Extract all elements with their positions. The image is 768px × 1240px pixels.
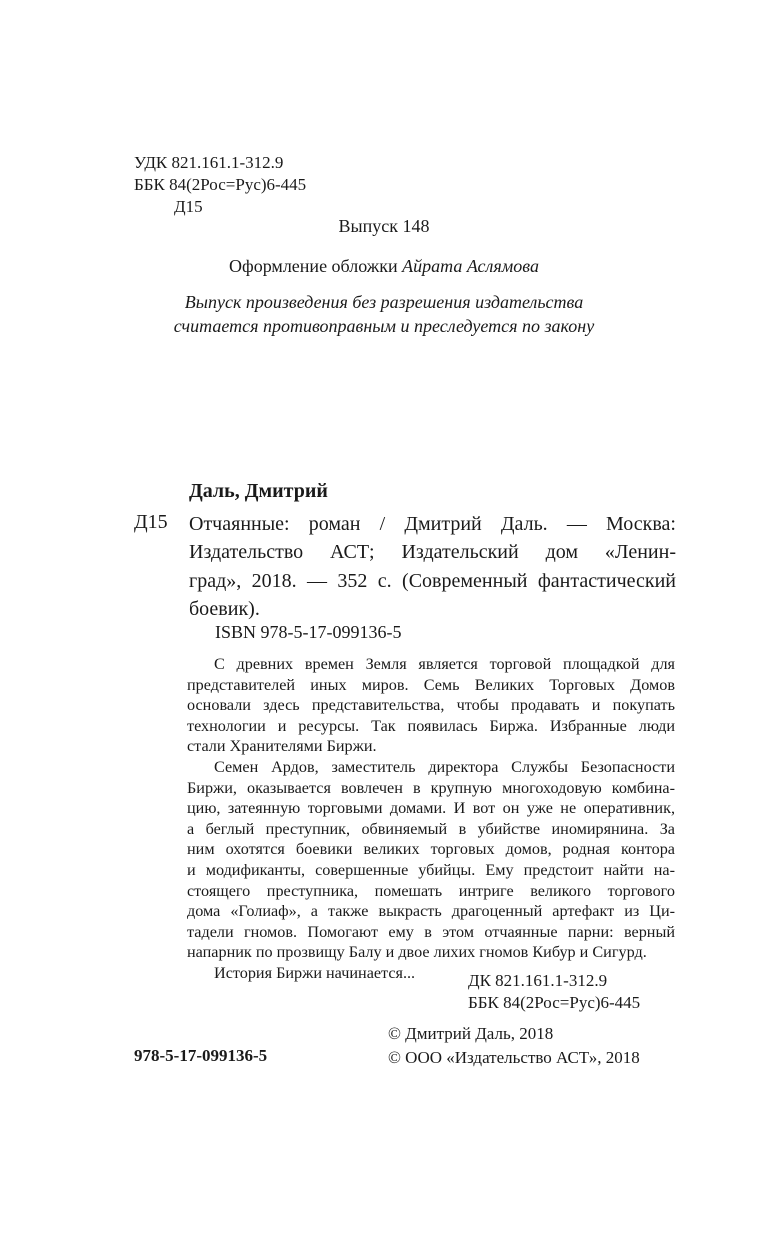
annotation-line: тадели гномов. Помогают ему в этом отчаянные парни: верный bbox=[187, 922, 675, 941]
annotation-line: цию, затеянную торговыми домами. И вот он уже не оперативник, bbox=[187, 799, 675, 818]
footer-dk-code: ДК 821.161.1-312.9 bbox=[468, 971, 608, 990]
legal-notice bbox=[0, 290, 768, 338]
annotation-line: ним охотятся боевики великих торговых домов, родная контора bbox=[187, 840, 675, 859]
cover-credit bbox=[0, 256, 768, 277]
annotation-line: История Биржи начинается... bbox=[214, 963, 416, 982]
annotation-line: и модификанты, совершенные убийцы. Ему предстоит найти на- bbox=[187, 860, 675, 879]
copyright-publisher: © ООО «Издательство АСТ», 2018 bbox=[388, 1048, 640, 1067]
copyright-author: © Дмитрий Даль, 2018 bbox=[388, 1024, 554, 1043]
annotation-line: стоящего преступника, помешать интриге великого торгового bbox=[187, 881, 675, 900]
isbn-bottom: 978-5-17-099136-5 bbox=[134, 1046, 268, 1065]
bib-line: Издательство АСТ; Издательский дом «Ленин- bbox=[189, 541, 676, 564]
bbk-code: ББК 84(2Рос=Рус)6-445 bbox=[134, 175, 307, 194]
annotation bbox=[187, 654, 675, 984]
bibliographic-code: Д15 bbox=[134, 511, 168, 533]
cover-designer: Айрата Аслямова bbox=[402, 256, 539, 276]
annotation-line: технологии и ресурсы. Так появилась Биржа. Избранные люди bbox=[187, 716, 675, 735]
annotation-line: основали здесь представительства, чтобы продавать и покупать bbox=[187, 696, 675, 715]
footer-codes bbox=[468, 970, 640, 1014]
annotation-line: дома «Голиаф», а также выкрасть драгоценный артефакт из Ци- bbox=[187, 902, 675, 921]
bib-line: Отчаянные: роман / Дмитрий Даль. — Москва: bbox=[189, 513, 676, 535]
footer-bbk-code: ББК 84(2Рос=Рус)6-445 bbox=[468, 993, 641, 1012]
cover-credit-prefix: Оформление обложки bbox=[229, 256, 403, 276]
release-number: Выпуск 148 bbox=[338, 216, 430, 236]
copyright-block bbox=[388, 1022, 640, 1070]
catalog-codes bbox=[134, 152, 306, 218]
legal-notice-line: считается противоправным и преследуется по закону bbox=[173, 316, 595, 336]
bib-line: боевик). bbox=[189, 598, 260, 621]
legal-notice-line: Выпуск произведения без разрешения издательства bbox=[184, 292, 584, 312]
book-author: Даль, Дмитрий bbox=[189, 480, 328, 502]
udk-code: УДК 821.161.1-312.9 bbox=[134, 153, 284, 172]
annotation-line: напарник по прозвищу Балу и двое лихих гномов Кибур и Сигурд. bbox=[187, 943, 647, 962]
author-mark: Д15 bbox=[174, 197, 203, 216]
isbn: ISBN 978-5-17-099136-5 bbox=[215, 622, 402, 642]
annotation-line: Биржи, оказывается вовлечен в крупную многоходовую комбина- bbox=[187, 778, 675, 797]
annotation-line: а беглый преступник, обвиняемый в убийстве иномирянина. За bbox=[187, 819, 675, 838]
annotation-line: представителей иных миров. Семь Великих Торговых Домов bbox=[187, 675, 675, 694]
annotation-line: С древних времен Земля является торговой площадкой для bbox=[214, 655, 675, 673]
annotation-line: Семен Ардов, заместитель директора Службы Безопасности bbox=[214, 757, 675, 776]
bib-line: град», 2018. — 352 с. (Современный фантастический bbox=[189, 569, 676, 592]
bibliographic-description bbox=[189, 510, 676, 624]
annotation-line: стали Хранителями Биржи. bbox=[187, 737, 377, 756]
